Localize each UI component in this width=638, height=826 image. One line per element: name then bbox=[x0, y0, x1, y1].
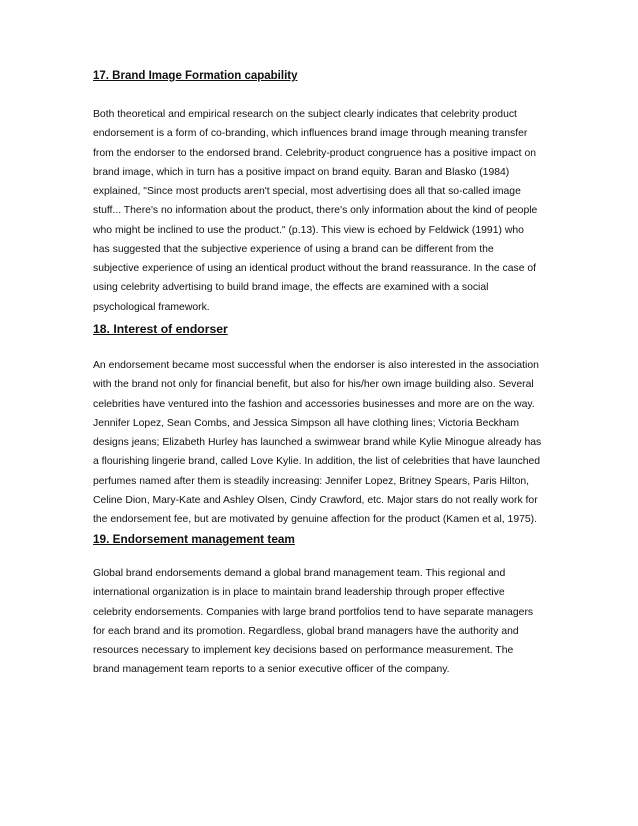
text-line: subjective experience of using an identical product without the brand reassurance. In the case of bbox=[93, 263, 537, 274]
paragraph-brand-image bbox=[93, 105, 553, 317]
text-line: Jennifer Lopez, Sean Combs, and Jessica Simpson all have clothing lines; Victoria Beckham bbox=[93, 417, 520, 429]
text-line: for each brand and its promotion. Regardless, global brand managers have the authority and bbox=[93, 625, 519, 637]
text-line: perfumes named after them is steadily increasing: Jennifer Lopez, Britney Spears, Paris Hilton, bbox=[93, 475, 530, 487]
text-line: Global brand endorsements demand a global brand management team. This regional and bbox=[93, 568, 506, 579]
text-line: designs jeans; Elizabeth Hurley has launched a swimwear brand while Kylie Minogue already has bbox=[93, 437, 542, 448]
text-line: An endorsement became most successful when the endorser is also interested in the association bbox=[93, 360, 539, 371]
text-line: celebrities have ventured into the fashion and accessories businesses and more are on the way. bbox=[93, 398, 535, 410]
text-line: celebrity endorsements. Companies with large brand portfolios tend to have separate managers bbox=[93, 606, 534, 618]
section-heading-endorsement-management-team: 19. Endorsement management team bbox=[93, 532, 295, 546]
text-line: explained, "Since most products aren't special, most advertising does all that so-called image bbox=[93, 186, 521, 197]
text-line: stuff... There's no information about the product, there's only information about the kind of people bbox=[93, 205, 538, 217]
text-line: using celebrity advertising to build brand image, the effects are examined with a social bbox=[93, 282, 489, 294]
text-line: resources necessary to implement key decisions based on performance measurement. The bbox=[93, 645, 514, 656]
section-heading-interest-of-endorser: 18. Interest of endorser bbox=[93, 322, 228, 336]
text-line: Celine Dion, Mary-Kate and Ashley Olsen, Cindy Crawford, etc. Major stars do not really work for bbox=[93, 494, 538, 506]
paragraph-interest-of-endorser bbox=[93, 356, 553, 529]
text-line: psychological framework. bbox=[93, 301, 210, 313]
text-line: who might be inclined to use the product." (p.13). This view is echoed by Feldwick (1991) who bbox=[93, 224, 524, 236]
text-line: brand image, which in turn has a positive impact on brand equity. Baran and Blasko (1984) bbox=[93, 166, 510, 178]
text-line: has suggested that the subjective experience of using a brand can be different from the bbox=[93, 243, 494, 255]
text-line: Both theoretical and empirical research on the subject clearly indicates that celebrity product bbox=[93, 109, 517, 120]
text-line: the endorsement fee, but are motivated by genuine affection for the product (Kamen et al, 1975). bbox=[93, 514, 537, 525]
text-line: a flourishing lingerie brand, called Love Kylie. In addition, the list of celebrities that have launched bbox=[93, 456, 541, 468]
text-line: brand management team reports to a senior executive officer of the company. bbox=[93, 664, 450, 676]
paragraph-endorsement-management-team bbox=[93, 564, 553, 680]
text-line: endorsement is a form of co-branding, which influences brand image through meaning transfer bbox=[93, 128, 528, 140]
section-heading-brand-image: 17. Brand Image Formation capability bbox=[93, 70, 298, 82]
text-line: international organization is in place to maintain brand leadership through proper effective bbox=[93, 587, 505, 599]
text-line: with the brand not only for financial benefit, but also for his/her own image building also. Several bbox=[93, 379, 534, 391]
text-line: from the endorser to the endorsed brand. Celebrity-product congruence has a positive impact on bbox=[93, 147, 537, 159]
